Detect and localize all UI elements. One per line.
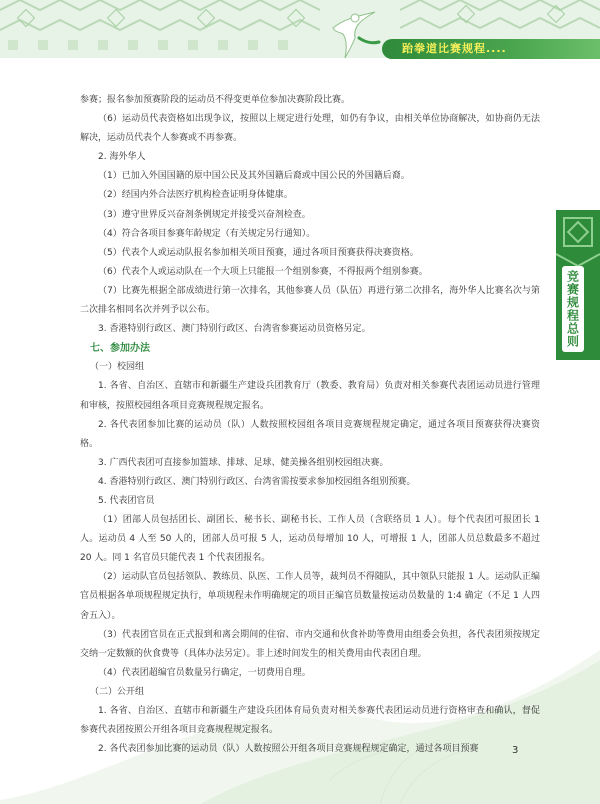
paragraph: （6）代表个人或运动队在一个大项上只能报一个组别参赛，不得报两个组别参赛。 — [98, 266, 428, 277]
paragraph: （5）代表个人或运动队报名参加相关项目预赛，通过各项目预赛获得决赛资格。 — [98, 247, 419, 258]
paragraph: 4. 香港特别行政区、澳门特别行政区、台湾省需按要求参加校园组各组别预赛。 — [98, 476, 416, 487]
paragraph: （6）运动员代表资格如出现争议，按照以上规定进行处理，如仍有争议，由相关单位协商解决，如协商仍无法解决，运动员代表个人参赛或不再参赛。 — [80, 114, 540, 144]
paragraph: （2）经国内外合法医疗机构检查证明身体健康。 — [98, 190, 293, 201]
paragraph: 2. 海外华人 — [98, 152, 146, 163]
paragraph: （7）比赛先根据全部成绩进行第一次排名，其他参赛人员（队伍）再进行第二次排名，海外华人比赛名次与第二次排名相同名次并列予以公布。 — [80, 285, 540, 316]
paragraph: 1. 各省、自治区、直辖市和新疆生产建设兵团教育厅（教委、教育局）负责对相关参赛代表团运动员进行管理和审核，按照校园组各项目竞赛规程规定报名。 — [80, 381, 540, 411]
subsection-heading: （一）校园组 — [90, 362, 145, 373]
paragraph: （4）符合各项目参赛年龄规定（有关规定另行通知）。 — [98, 228, 316, 239]
paragraph: （4）代表团超编官员数量另行确定，一切费用自理。 — [98, 667, 311, 678]
paragraph: （3）遵守世界反兴奋剂条例规定并接受兴奋剂检查。 — [98, 209, 311, 220]
paragraph: 2. 各代表团参加比赛的运动员（队）人数按照校园组各项目竞赛规程规定确定，通过各项目预赛获得决赛资格。 — [80, 419, 540, 449]
page-number: 3 — [512, 745, 519, 756]
paragraph: 5. 代表团官员 — [98, 495, 155, 506]
paragraph: （3）代表团官员在正式报到和离会期间的住宿、市内交通和伙食补助等费用由组委会负担，各代表团须按规定交纳一定数额的伙食费等（具体办法另定）。非上述时间发生的相关费用由代表团自理。 — [80, 629, 540, 659]
section-heading: 七、参加办法 — [90, 343, 150, 355]
side-tab-label: 竞赛规程总则 — [562, 266, 584, 352]
body-text — [80, 91, 540, 759]
paragraph: 1. 各省、自治区、直辖市和新疆生产建设兵团体育局负责对相关参赛代表团运动员进行资格审查和确认，督促参赛代表团按照公开组各项目竞赛规程规定报名。 — [80, 706, 540, 736]
paragraph: 3. 香港特别行政区、澳门特别行政区、台湾省参赛运动员资格另定。 — [98, 324, 371, 335]
paragraph: 2. 各代表团参加比赛的运动员（队）人数按照公开组各项目竞赛规程规定确定，通过各项目预赛 — [98, 744, 479, 755]
header-title: 跆拳道比赛规程.... — [402, 42, 507, 55]
athlete-swoosh-logo-icon — [325, 8, 385, 60]
paragraph: （1）已加入外国国籍的原中国公民及其外国籍后裔或中国公民的外国籍后裔。 — [98, 171, 410, 182]
paragraph: （1）团部人员包括团长、副团长、秘书长、副秘书长、工作人员（含联络员 1 人）。每个代表团可报团长 1 人。运动员 4 人至 50 人的，团部人员可报 5 人，运动员每增加 10 人，可增报 1 人，团部人员总数最多不超过 20 人。同 1 名官员只能代表 1 个代表团报名。 — [80, 515, 540, 564]
paragraph: 参赛；报名参加预赛阶段的运动员不得变更单位参加决赛阶段比赛。 — [80, 95, 351, 105]
paragraph: 3. 广西代表团可直接参加篮球、排球、足球、健美操各组别校园组决赛。 — [98, 457, 389, 468]
subsection-heading: （二）公开组 — [90, 686, 145, 697]
paragraph: （2）运动队官员包括领队、教练员、队医、工作人员等，裁判员不得随队，其中领队只能报 1 人。运动队正编官员根据各单项规程规定执行，单项规程未作明确规定的项目正编官员数量按运动员数量的 1:4 确定（不足 1 人四舍五入）。 — [80, 572, 540, 621]
